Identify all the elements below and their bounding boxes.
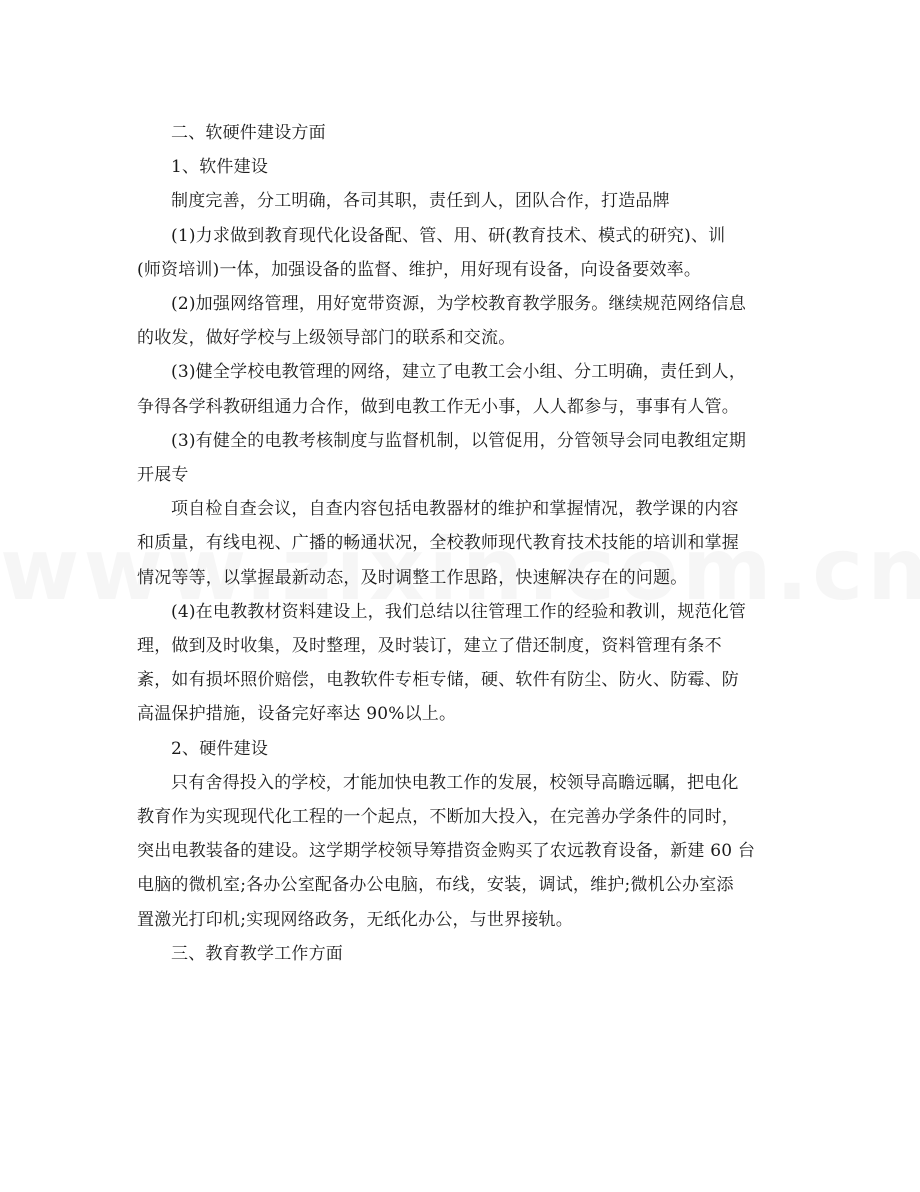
paragraph-line: (3)健全学校电教管理的网络，建立了电教工会小组、分工明确，责任到人，	[171, 362, 747, 383]
paragraph-line: 紊，如有损坏照价赔偿，电教软件专柜专储，硬、软件有防尘、防火、防霉、防	[137, 670, 739, 691]
paragraph-line: (4)在电教教材资料建设上，我们总结以往管理工作的经验和教训，规范化管	[171, 601, 747, 622]
paragraph-line: (1)力求做到教育现代化设备配、管、用、研(教育技术、模式的研究)、训	[171, 225, 726, 246]
subsection-heading: 2、硬件建设	[171, 738, 269, 759]
section-heading: 三、教育教学工作方面	[171, 943, 343, 964]
paragraph-line: 项自检自查会议，自查内容包括电教器材的维护和掌握情况，教学课的内容	[171, 499, 739, 520]
paragraph-line: 置激光打印机;实现网络政务，无纸化办公，与世界接轨。	[137, 909, 573, 930]
paragraph-line: (2)加强网络管理，用好宽带资源，为学校教育教学服务。继续规范网络信息	[171, 294, 747, 315]
paragraph-line: 电脑的微机室;各办公室配备办公电脑，布线，安装，调试，维护;微机公办室添	[137, 875, 734, 896]
paragraph-line: 突出电教装备的建设。这学期学校领导筹措资金购买了农远教育设备，新建 60 台	[137, 841, 756, 862]
section-heading: 二、软硬件建设方面	[171, 123, 326, 143]
paragraph-line: 开展专	[137, 465, 189, 486]
paragraph-line: 争得各学科教研组通力合作，做到电教工作无小事，人人都参与，事事有人管。	[137, 396, 739, 417]
paragraph-line: 情况等等，以掌握最新动态，及时调整工作思路，快速解决存在的问题。	[137, 567, 688, 588]
paragraph-line: 教育作为实现现代化工程的一个起点，不断加大投入，在完善办学条件的同时，	[137, 807, 739, 828]
paragraph-line: 和质量，有线电视、广播的畅通状况，全校教师现代教育技术技能的培训和掌握	[137, 533, 739, 554]
subsection-heading: 1、软件建设	[171, 157, 269, 178]
paragraph-line: 的收发，做好学校与上级领导部门的联系和交流。	[137, 328, 516, 349]
paragraph-line: (师资培训)一体，加强设备的监督、维护，用好现有设备，向设备要效率。	[137, 259, 702, 280]
paragraph-line: (3)有健全的电教考核制度与监督机制，以管促用，分管领导会同电教组定期	[171, 430, 747, 451]
paragraph-line: 只有舍得投入的学校，才能加快电教工作的发展，校领导高瞻远瞩，把电化	[171, 772, 739, 793]
paragraph-line: 理，做到及时收集，及时整理，及时装订，建立了借还制度，资料管理有条不	[137, 636, 722, 657]
paragraph-line: 制度完善，分工明确，各司其职，责任到人，团队合作，打造品牌	[171, 191, 670, 212]
document-body	[137, 116, 792, 971]
paragraph-line: 高温保护措施，设备完好率达 90%以上。	[137, 704, 457, 725]
